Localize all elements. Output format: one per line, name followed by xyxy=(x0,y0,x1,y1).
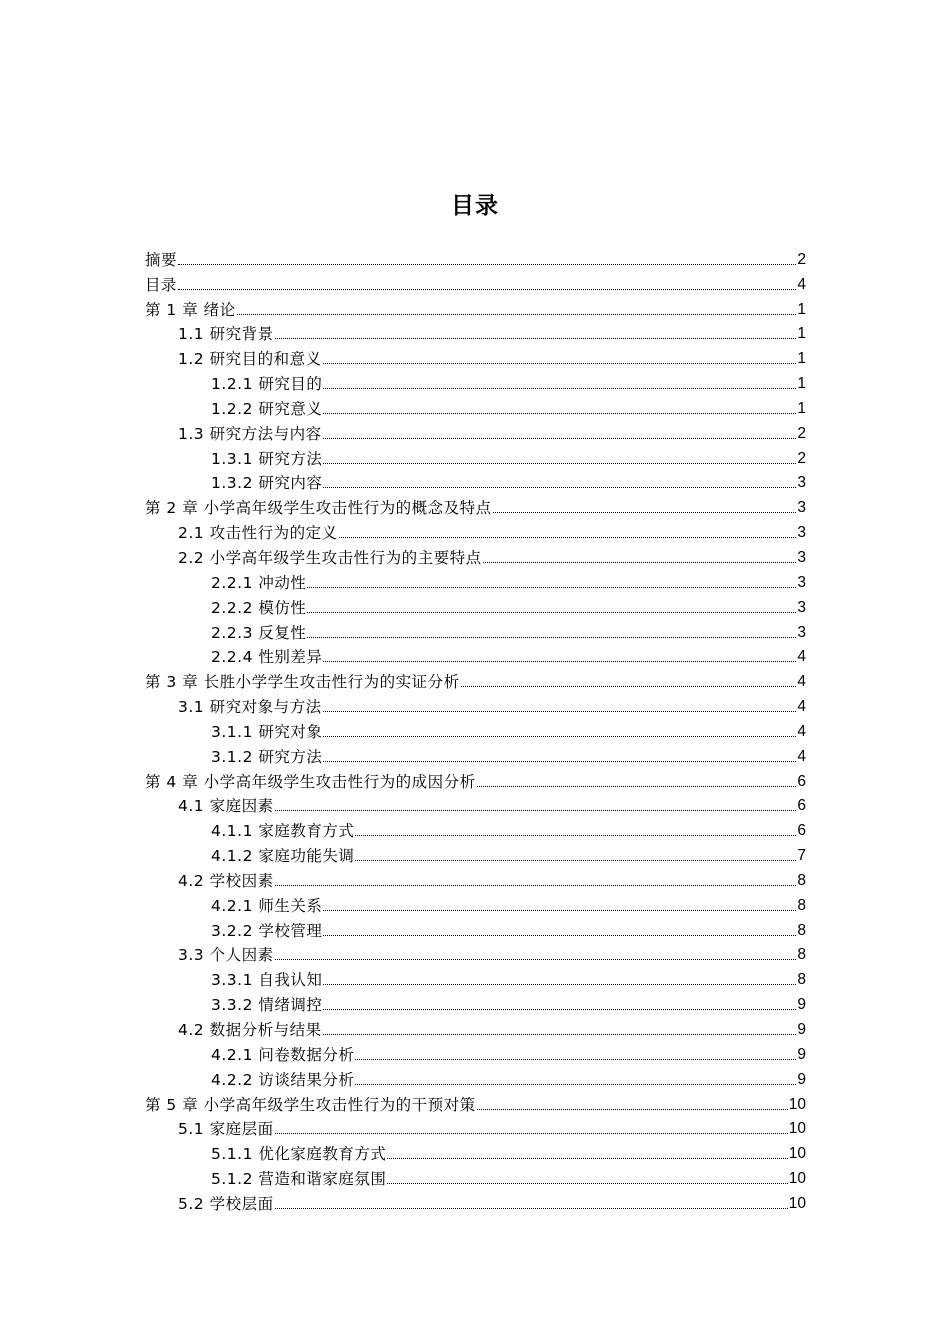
toc-entry-label: 2.2.1 冲动性 xyxy=(211,573,307,592)
toc-entry-page-number: 10 xyxy=(788,1170,806,1188)
toc-entry-page-number: 4 xyxy=(797,275,806,293)
toc-entry-page-number: 6 xyxy=(797,772,806,790)
dot-leader xyxy=(323,487,796,488)
dot-leader xyxy=(323,463,796,464)
dot-leader xyxy=(355,1059,796,1060)
toc-entry-label: 目录 xyxy=(145,275,178,294)
dot-leader xyxy=(178,289,796,290)
toc-entry[interactable] xyxy=(145,618,806,643)
toc-entry-page-number: 4 xyxy=(797,747,806,765)
dot-leader xyxy=(339,537,797,538)
page-title: 目录 xyxy=(451,193,499,219)
toc-entry[interactable] xyxy=(145,816,806,841)
toc-entry-page-number: 9 xyxy=(797,1045,806,1063)
toc-entry[interactable] xyxy=(145,1040,806,1065)
toc-entry-page-number: 7 xyxy=(797,847,806,865)
dot-leader xyxy=(355,1084,796,1085)
toc-entry-page-number: 3 xyxy=(797,474,806,492)
toc-entry[interactable] xyxy=(145,1164,806,1189)
toc-entry-label: 4.1 家庭因素 xyxy=(178,797,274,816)
toc-entry-page-number: 2 xyxy=(797,250,806,268)
dot-leader xyxy=(323,413,796,414)
toc-entry-label: 2.2.4 性别差异 xyxy=(211,648,323,667)
toc-entry-page-number: 1 xyxy=(797,325,806,343)
toc-entry-label: 1.3 研究方法与内容 xyxy=(178,424,322,443)
toc-entry-page-number: 2 xyxy=(797,449,806,467)
toc-entry[interactable] xyxy=(145,1065,806,1090)
toc-entry[interactable] xyxy=(145,941,806,966)
toc-entry[interactable] xyxy=(145,568,806,593)
toc-entry[interactable] xyxy=(145,320,806,345)
toc-entry-label: 第 3 章 长胜小学学生攻击性行为的实证分析 xyxy=(145,673,460,692)
toc-entry[interactable] xyxy=(145,419,806,444)
toc-entry-label: 4.2.1 问卷数据分析 xyxy=(211,1045,355,1064)
toc-entry[interactable] xyxy=(145,245,806,270)
toc-entry-page-number: 10 xyxy=(788,1145,806,1163)
toc-entry[interactable] xyxy=(145,1090,806,1115)
dot-leader xyxy=(307,587,796,588)
dot-leader xyxy=(493,512,797,513)
toc-entry[interactable] xyxy=(145,990,806,1015)
toc-entry-page-number: 10 xyxy=(788,1095,806,1113)
dot-leader xyxy=(355,860,796,861)
toc-entry-label: 3.1.2 研究方法 xyxy=(211,747,323,766)
toc-entry[interactable] xyxy=(145,841,806,866)
toc-entry-label: 1.2.1 研究目的 xyxy=(211,375,323,394)
dot-leader xyxy=(275,959,797,960)
dot-leader xyxy=(275,1133,788,1134)
toc-entry[interactable] xyxy=(145,543,806,568)
dot-leader xyxy=(323,736,796,737)
toc-entry-label: 2.2.3 反复性 xyxy=(211,623,307,642)
toc-entry-label: 2.1 攻击性行为的定义 xyxy=(178,524,338,543)
toc-entry-label: 4.1.1 家庭教育方式 xyxy=(211,822,355,841)
dot-leader xyxy=(477,1109,788,1110)
toc-entry[interactable] xyxy=(145,493,806,518)
toc-entry[interactable] xyxy=(145,369,806,394)
toc-entry-page-number: 9 xyxy=(797,996,806,1014)
dot-leader xyxy=(323,1034,797,1035)
dot-leader xyxy=(323,935,796,936)
toc-entry-page-number: 1 xyxy=(797,300,806,318)
dot-leader xyxy=(275,810,797,811)
toc-entry-page-number: 8 xyxy=(797,896,806,914)
dot-leader xyxy=(387,1183,787,1184)
toc-entry-label: 3.3.2 情绪调控 xyxy=(211,996,323,1015)
toc-entry-page-number: 1 xyxy=(797,375,806,393)
dot-leader xyxy=(323,388,796,389)
toc-entry-label: 摘要 xyxy=(145,250,178,269)
dot-leader xyxy=(477,786,797,787)
dot-leader xyxy=(237,314,797,315)
toc-entry[interactable] xyxy=(145,1015,806,1040)
toc-entry-label: 4.1.2 家庭功能失调 xyxy=(211,847,355,866)
toc-entry-page-number: 3 xyxy=(797,573,806,591)
toc-entry-page-number: 8 xyxy=(797,921,806,939)
toc-entry-label: 第 4 章 小学高年级学生攻击性行为的成因分析 xyxy=(145,772,476,791)
dot-leader xyxy=(323,761,796,762)
dot-leader xyxy=(323,711,797,712)
dot-leader xyxy=(178,264,796,265)
toc-entry-page-number: 3 xyxy=(797,524,806,542)
toc-entry[interactable] xyxy=(145,792,806,817)
toc-entry[interactable] xyxy=(145,270,806,295)
toc-entry[interactable] xyxy=(145,891,806,916)
toc-entry[interactable] xyxy=(145,344,806,369)
dot-leader xyxy=(275,885,797,886)
toc-entry-page-number: 9 xyxy=(797,1021,806,1038)
dot-leader xyxy=(323,984,796,985)
toc-entry[interactable] xyxy=(145,1139,806,1164)
toc-entry-page-number: 4 xyxy=(797,673,806,691)
toc-entry-page-number: 3 xyxy=(797,598,806,616)
dot-leader xyxy=(461,686,797,687)
toc-entry-page-number: 2 xyxy=(797,424,806,442)
toc-entry-label: 5.1.1 优化家庭教育方式 xyxy=(211,1145,387,1164)
toc-entry-label: 1.3.1 研究方法 xyxy=(211,449,323,468)
toc-entry[interactable] xyxy=(145,667,806,692)
toc-entry-page-number: 1 xyxy=(797,350,806,368)
toc-entry-page-number: 8 xyxy=(797,946,806,964)
toc-entry-label: 4.2.2 访谈结果分析 xyxy=(211,1070,355,1089)
toc-entry[interactable] xyxy=(145,593,806,618)
dot-leader xyxy=(323,363,797,364)
toc-entry[interactable] xyxy=(145,295,806,320)
toc-entry-page-number: 4 xyxy=(797,722,806,740)
toc-entry[interactable] xyxy=(145,518,806,543)
dot-leader xyxy=(323,1009,796,1010)
toc-entry-label: 5.2 学校层面 xyxy=(178,1194,274,1213)
toc-entry[interactable] xyxy=(145,692,806,717)
toc-entry-label: 3.3.1 自我认知 xyxy=(211,971,323,990)
toc-entry-page-number: 9 xyxy=(797,1070,806,1088)
toc-entry-label: 3.1.1 研究对象 xyxy=(211,722,323,741)
dot-leader xyxy=(387,1158,787,1159)
dot-leader xyxy=(275,1208,788,1209)
dot-leader xyxy=(355,835,796,836)
toc-entry-page-number: 3 xyxy=(797,499,806,517)
toc-entry-label: 4.2.1 师生关系 xyxy=(211,896,323,915)
toc-entry-label: 3.3 个人因素 xyxy=(178,946,274,965)
toc-entry[interactable] xyxy=(145,1115,806,1140)
toc-entry[interactable] xyxy=(145,965,806,990)
toc-entry[interactable] xyxy=(145,394,806,419)
dot-leader xyxy=(323,438,797,439)
toc-entry-label: 2.2.2 模仿性 xyxy=(211,598,307,617)
toc-entry-label: 1.2 研究目的和意义 xyxy=(178,350,322,369)
toc-entry[interactable] xyxy=(145,1189,806,1214)
dot-leader xyxy=(323,910,796,911)
toc-entry-label: 第 1 章 绪论 xyxy=(145,300,236,319)
toc-entry-label: 5.1 家庭层面 xyxy=(178,1120,274,1139)
toc-entry-page-number: 8 xyxy=(797,971,806,989)
toc-entry-label: 第 2 章 小学高年级学生攻击性行为的概念及特点 xyxy=(145,499,492,518)
toc-entry-page-number: 10 xyxy=(788,1194,806,1212)
toc-entry[interactable] xyxy=(145,717,806,742)
toc-entry-label: 4.2 数据分析与结果 xyxy=(178,1021,322,1039)
toc-entry-page-number: 6 xyxy=(797,797,806,815)
dot-leader xyxy=(323,661,796,662)
toc-entry[interactable] xyxy=(145,767,806,792)
toc-entry-page-number: 4 xyxy=(797,698,806,716)
dot-leader xyxy=(275,338,797,339)
toc-entry[interactable] xyxy=(145,469,806,494)
toc-entry-label: 第 5 章 小学高年级学生攻击性行为的干预对策 xyxy=(145,1095,476,1114)
toc-list xyxy=(145,245,806,1214)
toc-entry-page-number: 3 xyxy=(797,548,806,566)
toc-entry-page-number: 1 xyxy=(797,399,806,417)
toc-entry[interactable] xyxy=(145,742,806,767)
toc-entry-label: 1.2.2 研究意义 xyxy=(211,399,323,418)
toc-entry-page-number: 8 xyxy=(797,871,806,889)
toc-entry[interactable] xyxy=(145,444,806,469)
toc-entry-label: 5.1.2 营造和谐家庭氛围 xyxy=(211,1170,387,1189)
toc-entry-label: 1.3.2 研究内容 xyxy=(211,474,323,493)
toc-entry-page-number: 10 xyxy=(788,1120,806,1138)
toc-entry-page-number: 4 xyxy=(797,648,806,666)
toc-entry-label: 3.2.2 学校管理 xyxy=(211,921,323,940)
toc-entry-label: 1.1 研究背景 xyxy=(178,325,274,344)
dot-leader xyxy=(483,562,797,563)
dot-leader xyxy=(307,637,796,638)
toc-entry-label: 2.2 小学高年级学生攻击性行为的主要特点 xyxy=(178,548,482,567)
toc-entry-page-number: 6 xyxy=(797,822,806,840)
toc-entry[interactable] xyxy=(145,916,806,941)
toc-entry-label: 3.1 研究对象与方法 xyxy=(178,698,322,717)
toc-entry[interactable] xyxy=(145,643,806,668)
toc-entry-label: 4.2 学校因素 xyxy=(178,871,274,890)
toc-entry-page-number: 3 xyxy=(797,623,806,641)
toc-entry[interactable] xyxy=(145,866,806,891)
dot-leader xyxy=(307,612,796,613)
